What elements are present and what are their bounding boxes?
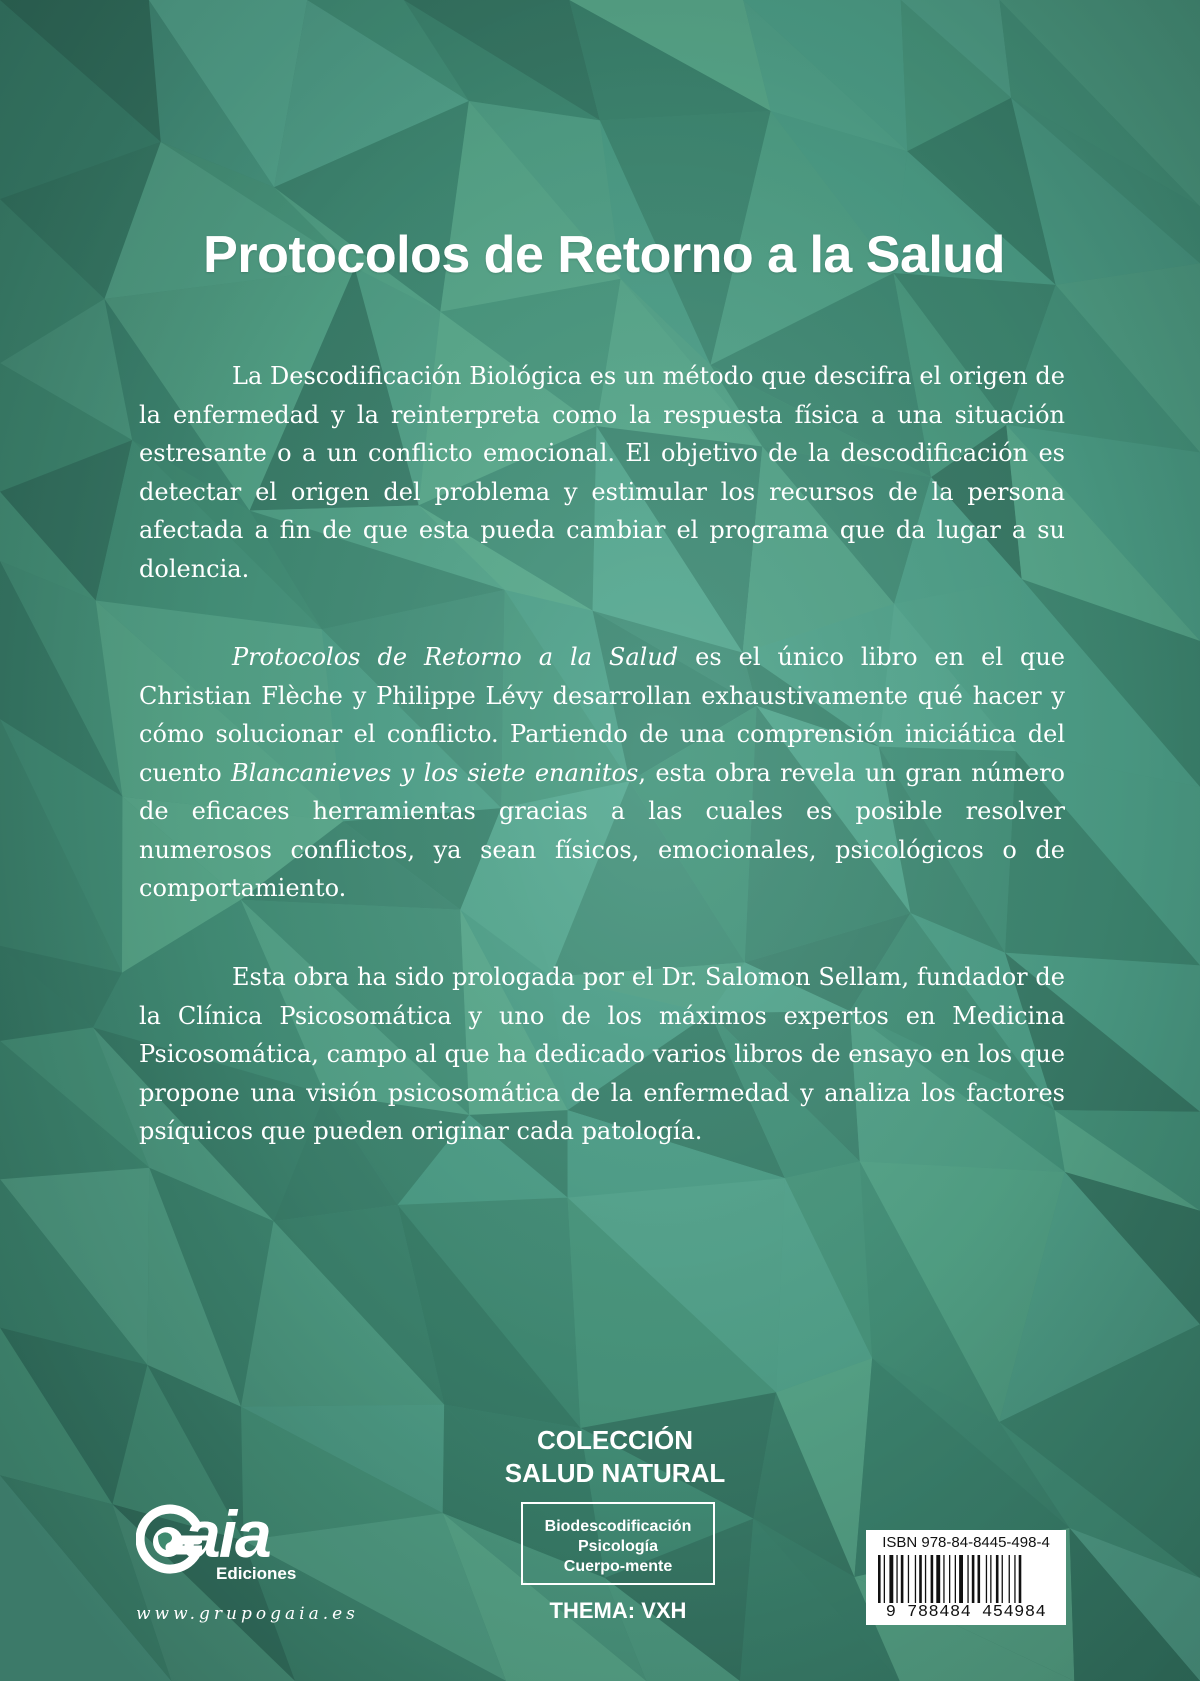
barcode-bar xyxy=(936,1555,940,1607)
barcode-bar xyxy=(1014,1555,1015,1607)
barcode-bar xyxy=(889,1555,893,1607)
barcode-bar xyxy=(919,1555,922,1607)
barcode-bar xyxy=(915,1555,916,1607)
topics-box xyxy=(521,1502,715,1585)
paragraph-2-text-a: es el único libro en el que Christian Flèche y Philippe Lévy desarrollan exhaustivamente qué hacer y cómo solucionar el conflicto. Partiendo de una comprensión iniciática del cuento xyxy=(139,643,1065,787)
barcode-bar xyxy=(959,1555,963,1607)
barcode-bar xyxy=(884,1555,885,1607)
barcode-bar xyxy=(931,1555,934,1607)
topic-item: Psicología xyxy=(577,1538,659,1555)
publisher-url: www.grupogaia.es xyxy=(136,1604,359,1624)
barcode-bar xyxy=(972,1555,975,1607)
description-paragraph-1: La Descodificación Biológica es un método que descifra el origen de la enfermedad y la reinterpreta como la respuesta física a una situación estresante o a un conflicto emocional. El objetivo de la descodificación es detectar el origen del problema y estimular los recursos de la persona afectada a fin de que esta pueda cambiar el programa que da lugar a su dolencia. xyxy=(139,362,1065,583)
barcode-bar xyxy=(996,1555,999,1607)
barcode-bar xyxy=(949,1555,950,1607)
barcode-bar xyxy=(1002,1555,1003,1607)
collection-heading xyxy=(475,1424,755,1490)
description-paragraph-3: Esta obra ha sido prologada por el Dr. Salomon Sellam, fundador de la Clínica Psicosomática y uno de los máximos expertos en Medicina Psicosomática, campo al que ha dedicado varios libros de ensayo en los que propone una visión psicosomática de la enfermedad y analiza los factores psíquicos que pueden originar cada patología. xyxy=(139,963,1065,1145)
barcode-bar xyxy=(1019,1555,1022,1607)
barcode-bar xyxy=(955,1555,956,1607)
barcode-bar xyxy=(901,1555,904,1607)
barcode-bar xyxy=(978,1555,981,1607)
isbn-barcode-block xyxy=(866,1530,1066,1625)
barcode-icon xyxy=(876,1555,1056,1607)
barcode-bar xyxy=(925,1555,926,1607)
description-paragraph-2 xyxy=(139,638,1065,908)
barcode-bar xyxy=(943,1555,944,1607)
barcode-bar xyxy=(967,1555,968,1607)
gaia-publisher-logo xyxy=(136,1498,356,1598)
italic-tale-title: Blancanieves y los siete enanitos xyxy=(231,758,639,787)
isbn-digits: 9 788484 454984 xyxy=(872,1603,1060,1622)
isbn-label: ISBN 978-84-8445-498-4 xyxy=(882,1534,1050,1551)
collection-line-2: SALUD NATURAL xyxy=(504,1458,726,1488)
logo-wordmark: aia xyxy=(184,1497,270,1571)
logo-subtitle: Ediciones xyxy=(216,1564,297,1583)
thema-code: THEMA: VXH xyxy=(549,1598,687,1623)
barcode-bar xyxy=(878,1555,881,1607)
barcode-bar xyxy=(990,1555,991,1607)
barcode-bar xyxy=(908,1555,909,1607)
barcode-bar xyxy=(896,1555,897,1607)
book-title: Protocolos de Retorno a la Salud xyxy=(203,225,1005,284)
collection-line-1: COLECCIÓN xyxy=(537,1425,693,1455)
topic-item: Cuerpo-mente xyxy=(563,1558,673,1575)
barcode-bar xyxy=(986,1555,987,1607)
italic-book-title: Protocolos de Retorno a la Salud xyxy=(232,643,679,671)
topic-item: Biodescodificación xyxy=(544,1518,692,1535)
paragraph-2-text-b: , esta obra revela un gran número de eficaces herramientas gracias a las cuales es posible resolver numerosos conflictos, ya sean físicos, emocionales, psicológicos o de comportamiento. xyxy=(139,758,1066,902)
barcode-bar xyxy=(1009,1555,1010,1607)
